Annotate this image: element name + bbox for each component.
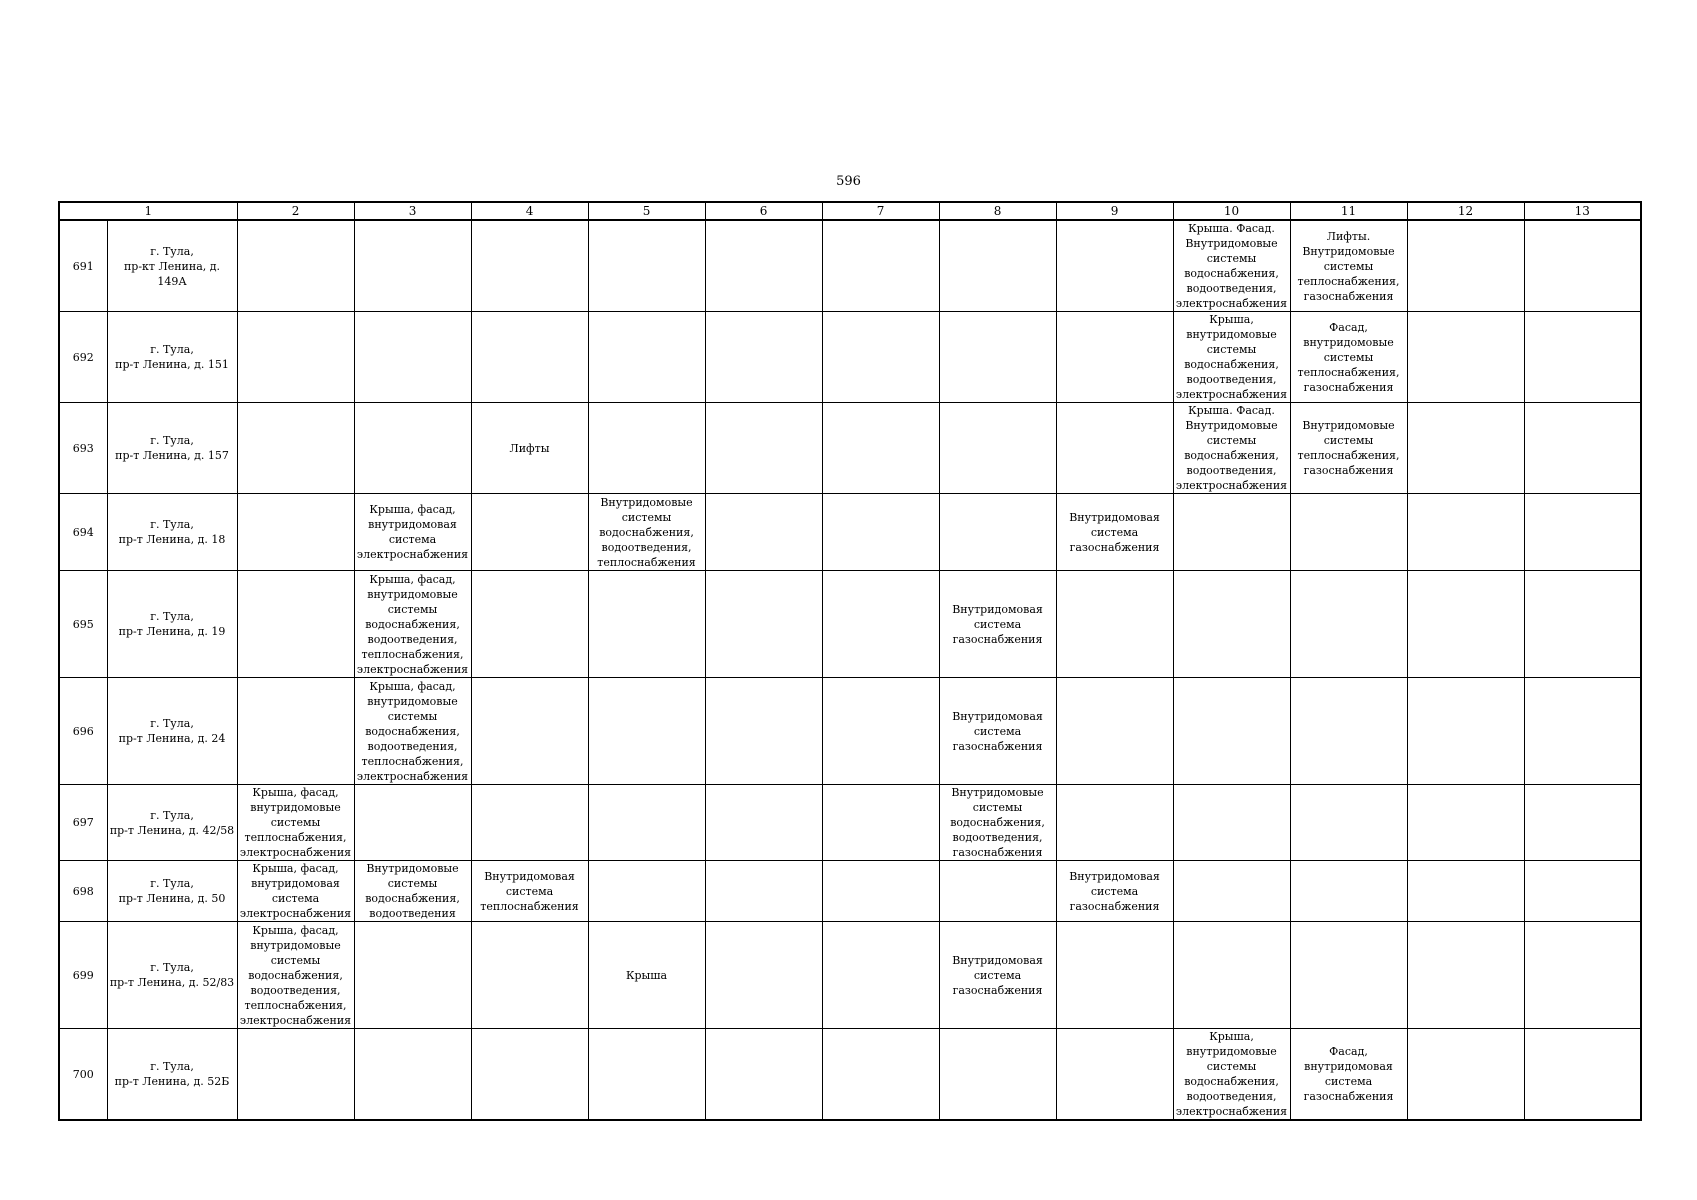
work-cell-col-8 [939,494,1056,571]
column-header-10: 10 [1173,202,1290,220]
work-cell-col-11 [1290,922,1407,1029]
work-cell-col-3 [354,220,471,312]
work-cell-col-3 [354,785,471,861]
table-row [59,785,1641,861]
column-header-4: 4 [471,202,588,220]
work-cell-col-8: Внутридомовая система газоснабжения [939,678,1056,785]
work-cell-col-5: Крыша [588,922,705,1029]
work-cell-col-4 [471,312,588,403]
table-row [59,403,1641,494]
work-cell-col-6 [705,785,822,861]
work-cell-col-6 [705,678,822,785]
work-cell-col-3: Крыша, фасад, внутридомовые системы водоснабжения, водоотведения, теплоснабжения, электроснабжения [354,678,471,785]
address-cell: г. Тула, пр-т Ленина, д. 50 [107,861,237,922]
work-cell-col-4 [471,220,588,312]
work-cell-col-10: Крыша, внутридомовые системы водоснабжения, водоотведения, электроснабжения [1173,312,1290,403]
work-cell-col-12 [1407,922,1524,1029]
work-cell-col-9 [1056,220,1173,312]
work-cell-col-11 [1290,571,1407,678]
work-cell-col-7 [822,861,939,922]
work-cell-col-3: Крыша, фасад, внутридомовые системы водоснабжения, водоотведения, теплоснабжения, электроснабжения [354,571,471,678]
page-number: 596 [836,174,861,189]
work-cell-col-6 [705,494,822,571]
work-cell-col-12 [1407,220,1524,312]
work-cell-col-10 [1173,678,1290,785]
work-cell-col-4 [471,571,588,678]
work-cell-col-7 [822,403,939,494]
work-cell-col-3: Внутридомовые системы водоснабжения, водоотведения [354,861,471,922]
work-cell-col-13 [1524,785,1641,861]
row-number: 697 [59,785,107,861]
address-cell: г. Тула, пр-т Ленина, д. 157 [107,403,237,494]
work-cell-col-5: Внутридомовые системы водоснабжения, водоотведения, теплоснабжения [588,494,705,571]
work-cell-col-10: Крыша. Фасад. Внутридомовые системы водоснабжения, водоотведения, электроснабжения [1173,220,1290,312]
work-cell-col-5 [588,312,705,403]
work-cell-col-11: Фасад, внутридомовые системы теплоснабжения, газоснабжения [1290,312,1407,403]
work-cell-col-5 [588,571,705,678]
row-number: 695 [59,571,107,678]
work-cell-col-13 [1524,403,1641,494]
row-number: 693 [59,403,107,494]
work-cell-col-8 [939,220,1056,312]
work-cell-col-13 [1524,312,1641,403]
row-number: 692 [59,312,107,403]
address-cell: г. Тула, пр-т Ленина, д. 52Б [107,1029,237,1121]
work-cell-col-2: Крыша, фасад, внутридомовые системы водоснабжения, водоотведения, теплоснабжения, электроснабжения [237,922,354,1029]
column-header-1: 1 [59,202,237,220]
work-cell-col-4 [471,922,588,1029]
work-cell-col-8 [939,403,1056,494]
work-cell-col-6 [705,861,822,922]
work-cell-col-11 [1290,785,1407,861]
work-cell-col-12 [1407,494,1524,571]
work-cell-col-6 [705,571,822,678]
work-cell-col-3 [354,922,471,1029]
work-cell-col-11 [1290,678,1407,785]
work-cell-col-2 [237,220,354,312]
work-cell-col-9 [1056,571,1173,678]
schedule-table [58,201,1642,1121]
column-header-9: 9 [1056,202,1173,220]
work-cell-col-9 [1056,312,1173,403]
work-cell-col-9: Внутридомовая система газоснабжения [1056,494,1173,571]
work-cell-col-10: Крыша. Фасад. Внутридомовые системы водоснабжения, водоотведения, электроснабжения [1173,403,1290,494]
work-cell-col-8 [939,861,1056,922]
work-cell-col-7 [822,312,939,403]
column-header-11: 11 [1290,202,1407,220]
column-header-6: 6 [705,202,822,220]
column-header-5: 5 [588,202,705,220]
work-cell-col-9 [1056,403,1173,494]
work-cell-col-10 [1173,922,1290,1029]
column-header-8: 8 [939,202,1056,220]
work-cell-col-11: Внутридомовые системы теплоснабжения, газоснабжения [1290,403,1407,494]
work-cell-col-3 [354,1029,471,1121]
work-cell-col-7 [822,785,939,861]
work-cell-col-10 [1173,785,1290,861]
work-cell-col-5 [588,861,705,922]
work-cell-col-7 [822,922,939,1029]
address-cell: г. Тула, пр-т Ленина, д. 52/83 [107,922,237,1029]
work-cell-col-6 [705,403,822,494]
work-cell-col-8: Внутридомовая система газоснабжения [939,571,1056,678]
work-cell-col-7 [822,220,939,312]
table-row [59,571,1641,678]
work-cell-col-3 [354,312,471,403]
column-header-2: 2 [237,202,354,220]
work-cell-col-9 [1056,922,1173,1029]
row-number: 691 [59,220,107,312]
table-row [59,220,1641,312]
row-number: 700 [59,1029,107,1121]
column-header-12: 12 [1407,202,1524,220]
work-cell-col-6 [705,312,822,403]
work-cell-col-13 [1524,571,1641,678]
work-cell-col-2 [237,312,354,403]
work-cell-col-12 [1407,312,1524,403]
row-number: 698 [59,861,107,922]
work-cell-col-8 [939,312,1056,403]
work-cell-col-11 [1290,861,1407,922]
work-cell-col-4 [471,1029,588,1121]
work-cell-col-3 [354,403,471,494]
work-cell-col-2 [237,1029,354,1121]
work-cell-col-4: Внутридомовая система теплоснабжения [471,861,588,922]
work-cell-col-5 [588,1029,705,1121]
work-cell-col-13 [1524,678,1641,785]
row-number: 696 [59,678,107,785]
work-cell-col-8: Внутридомовые системы водоснабжения, водоотведения, газоснабжения [939,785,1056,861]
work-cell-col-9: Внутридомовая система газоснабжения [1056,861,1173,922]
work-cell-col-13 [1524,494,1641,571]
work-cell-col-7 [822,494,939,571]
work-cell-col-9 [1056,1029,1173,1121]
work-cell-col-6 [705,220,822,312]
work-cell-col-13 [1524,922,1641,1029]
work-cell-col-2: Крыша, фасад, внутридомовые системы теплоснабжения, электроснабжения [237,785,354,861]
table-row [59,1029,1641,1121]
work-cell-col-11: Лифты. Внутридомовые системы теплоснабжения, газоснабжения [1290,220,1407,312]
work-cell-col-9 [1056,678,1173,785]
row-number: 694 [59,494,107,571]
work-cell-col-4 [471,785,588,861]
table-row [59,922,1641,1029]
column-header-7: 7 [822,202,939,220]
work-cell-col-2: Крыша, фасад, внутридомовая система электроснабжения [237,861,354,922]
work-cell-col-7 [822,1029,939,1121]
work-cell-col-12 [1407,861,1524,922]
table-row [59,678,1641,785]
work-cell-col-12 [1407,785,1524,861]
work-cell-col-5 [588,785,705,861]
table-row [59,861,1641,922]
work-cell-col-12 [1407,678,1524,785]
work-cell-col-8: Внутридомовая система газоснабжения [939,922,1056,1029]
work-cell-col-10 [1173,494,1290,571]
row-number: 699 [59,922,107,1029]
address-cell: г. Тула, пр-т Ленина, д. 24 [107,678,237,785]
work-cell-col-5 [588,403,705,494]
work-cell-col-11 [1290,494,1407,571]
work-cell-col-12 [1407,403,1524,494]
address-cell: г. Тула, пр-т Ленина, д. 19 [107,571,237,678]
work-cell-col-10 [1173,571,1290,678]
work-cell-col-2 [237,571,354,678]
work-cell-col-2 [237,403,354,494]
work-cell-col-7 [822,571,939,678]
address-cell: г. Тула, пр-т Ленина, д. 42/58 [107,785,237,861]
work-cell-col-2 [237,678,354,785]
work-cell-col-3: Крыша, фасад, внутридомовая система электроснабжения [354,494,471,571]
address-cell: г. Тула, пр-т Ленина, д. 18 [107,494,237,571]
work-cell-col-6 [705,922,822,1029]
work-cell-col-13 [1524,220,1641,312]
work-cell-col-11: Фасад, внутридомовая система газоснабжения [1290,1029,1407,1121]
work-cell-col-13 [1524,1029,1641,1121]
work-cell-col-9 [1056,785,1173,861]
work-cell-col-5 [588,678,705,785]
work-cell-col-12 [1407,1029,1524,1121]
work-cell-col-4: Лифты [471,403,588,494]
address-cell: г. Тула, пр-т Ленина, д. 151 [107,312,237,403]
work-cell-col-10 [1173,861,1290,922]
work-cell-col-8 [939,1029,1056,1121]
column-header-13: 13 [1524,202,1641,220]
table-row [59,312,1641,403]
work-cell-col-6 [705,1029,822,1121]
column-header-3: 3 [354,202,471,220]
work-cell-col-13 [1524,861,1641,922]
work-cell-col-4 [471,678,588,785]
work-cell-col-10: Крыша, внутридомовые системы водоснабжения, водоотведения, электроснабжения [1173,1029,1290,1121]
work-cell-col-2 [237,494,354,571]
header-row [59,202,1641,220]
table-row [59,494,1641,571]
work-cell-col-4 [471,494,588,571]
work-cell-col-5 [588,220,705,312]
work-cell-col-12 [1407,571,1524,678]
address-cell: г. Тула, пр-кт Ленина, д. 149А [107,220,237,312]
work-cell-col-7 [822,678,939,785]
